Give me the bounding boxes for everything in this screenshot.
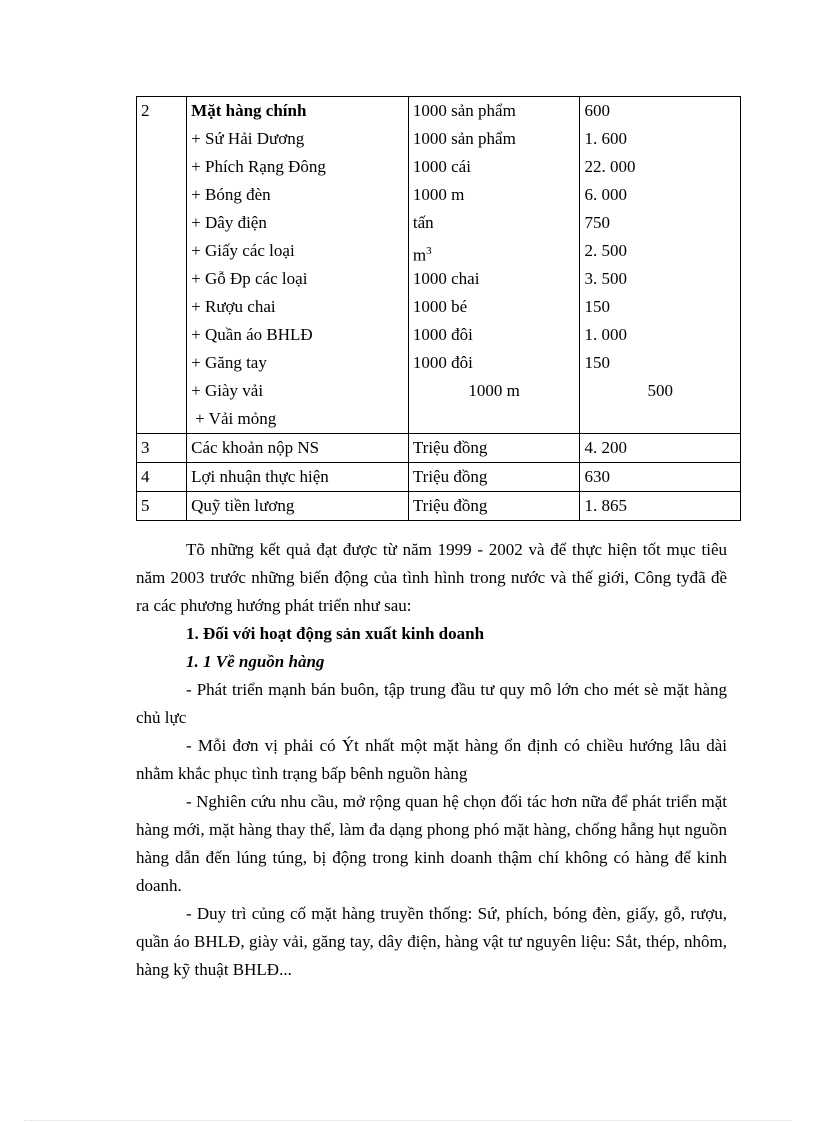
cell-units xyxy=(408,97,580,434)
item-unit: 1000 sản phẩm xyxy=(412,129,516,148)
item-unit: 1000 m xyxy=(468,381,520,400)
cell-no: 3 xyxy=(137,434,187,463)
bullet-paragraph: - Nghiên cứu nhu cầu, mở rộng quan hệ chọn đối tác hơn nữa để phát triển mặt hàng mới, mặt hàng thay thế, làm đa dạng phong phó mặt hàng, chống hẫng hụt nguồn hàng dẫn đến lúng túng, bị động trong kinh doanh thậm chí không có hàng để kinh doanh. xyxy=(136,792,727,895)
table-row xyxy=(137,463,741,492)
item-name: + Giày vải xyxy=(191,381,264,400)
cell-unit: Triệu đồng xyxy=(408,463,580,492)
item-unit: $m^3$ xyxy=(412,245,432,265)
table-row xyxy=(137,492,741,521)
cell-value: 630 xyxy=(580,463,741,492)
item-value: 600 xyxy=(584,101,610,120)
cell-value: 4. 200 xyxy=(580,434,741,463)
item-name: + Găng tay xyxy=(191,353,267,372)
item-value: 22. 000 xyxy=(584,157,636,176)
cell-no: 2 xyxy=(137,97,187,434)
item-value: 150 xyxy=(584,297,610,316)
cell-values xyxy=(580,97,741,434)
body-text xyxy=(136,536,727,984)
item-name: + Quần áo BHLĐ xyxy=(191,325,313,344)
item-unit: 1000 sản phẩm xyxy=(412,101,516,120)
item-value: 3. 500 xyxy=(584,269,627,288)
cell-name: Quỹ tiền lương xyxy=(187,492,409,521)
intro-paragraph: Tõ những kết quả đạt được từ năm 1999 - 2002 và để thực hiện tốt mục tiêu năm 2003 trước những biến động của tình hình trong nước và thế giới, Công tyđã đề ra các phương hướng phát triển như sau: xyxy=(136,540,727,615)
item-name: + Rượu chai xyxy=(191,297,276,316)
item-unit xyxy=(413,405,576,433)
item-value: 1. 600 xyxy=(584,129,627,148)
cell-no: 5 xyxy=(137,492,187,521)
cell-unit: Triệu đồng xyxy=(408,434,580,463)
cell-name: Lợi nhuận thực hiện xyxy=(187,463,409,492)
cell-item-names xyxy=(187,97,409,434)
bullet-paragraph: - Mỗi đơn vị phải có Ýt nhất một mặt hàng ổn định có chiều hướng lâu dài nhằm khắc phục tình trạng bấp bênh nguồn hàng xyxy=(136,736,727,783)
cell-no: 4 xyxy=(137,463,187,492)
item-name: + Sứ Hải Dương xyxy=(191,129,305,148)
item-unit: tấn xyxy=(412,213,434,232)
item-name: + Giấy các loại xyxy=(191,241,295,260)
item-name: + Gỗ Đp các loại xyxy=(191,269,308,288)
item-unit: 1000 đôi xyxy=(412,325,473,344)
bullet-paragraph: - Duy trì củng cố mặt hàng truyền thống: Sứ, phích, bóng đèn, giấy, gỗ, rượu, quần áo BHLĐ, giày vải, găng tay, dây điện, hàng vật tư nguyên liệu: Sắt, thép, nhôm, hàng kỹ thuật BHLĐ... xyxy=(136,904,727,979)
section-heading: 1. Đối với hoạt động sản xuất kinh doanh xyxy=(186,624,485,643)
item-name: + Bóng đèn xyxy=(191,185,271,204)
cell-name: Các khoản nộp NS xyxy=(187,434,409,463)
table-row-main-goods xyxy=(137,97,741,434)
item-value: 750 xyxy=(584,213,610,232)
item-name: + Phích Rạng Đông xyxy=(191,157,326,176)
item-unit: 1000 m xyxy=(412,185,465,204)
item-unit: 1000 chai xyxy=(412,269,480,288)
cell-value: 1. 865 xyxy=(580,492,741,521)
table-row xyxy=(137,434,741,463)
item-value: 6. 000 xyxy=(584,185,627,204)
item-value: 150 xyxy=(584,353,610,372)
item-value: 2. 500 xyxy=(584,241,627,260)
cell-unit: Triệu đồng xyxy=(408,492,580,521)
item-name: Mặt hàng chính xyxy=(191,101,307,120)
item-unit: 1000 bé xyxy=(412,297,468,316)
bullet-paragraph: - Phát triển mạnh bán buôn, tập trung đầu tư quy mô lớn cho mét sè mặt hàng chủ lực xyxy=(136,680,727,727)
item-unit: 1000 cái xyxy=(412,157,471,176)
item-value: 500 xyxy=(647,381,673,400)
page-bottom-divider xyxy=(24,1120,792,1121)
item-unit: 1000 đôi xyxy=(412,353,473,372)
goods-table xyxy=(136,96,741,521)
item-value xyxy=(584,405,736,433)
item-name: + Dây điện xyxy=(191,213,267,232)
item-value: 1. 000 xyxy=(584,325,627,344)
item-name: + Vải mỏng xyxy=(195,409,277,428)
subsection-heading: 1. 1 Về nguồn hàng xyxy=(186,652,325,671)
